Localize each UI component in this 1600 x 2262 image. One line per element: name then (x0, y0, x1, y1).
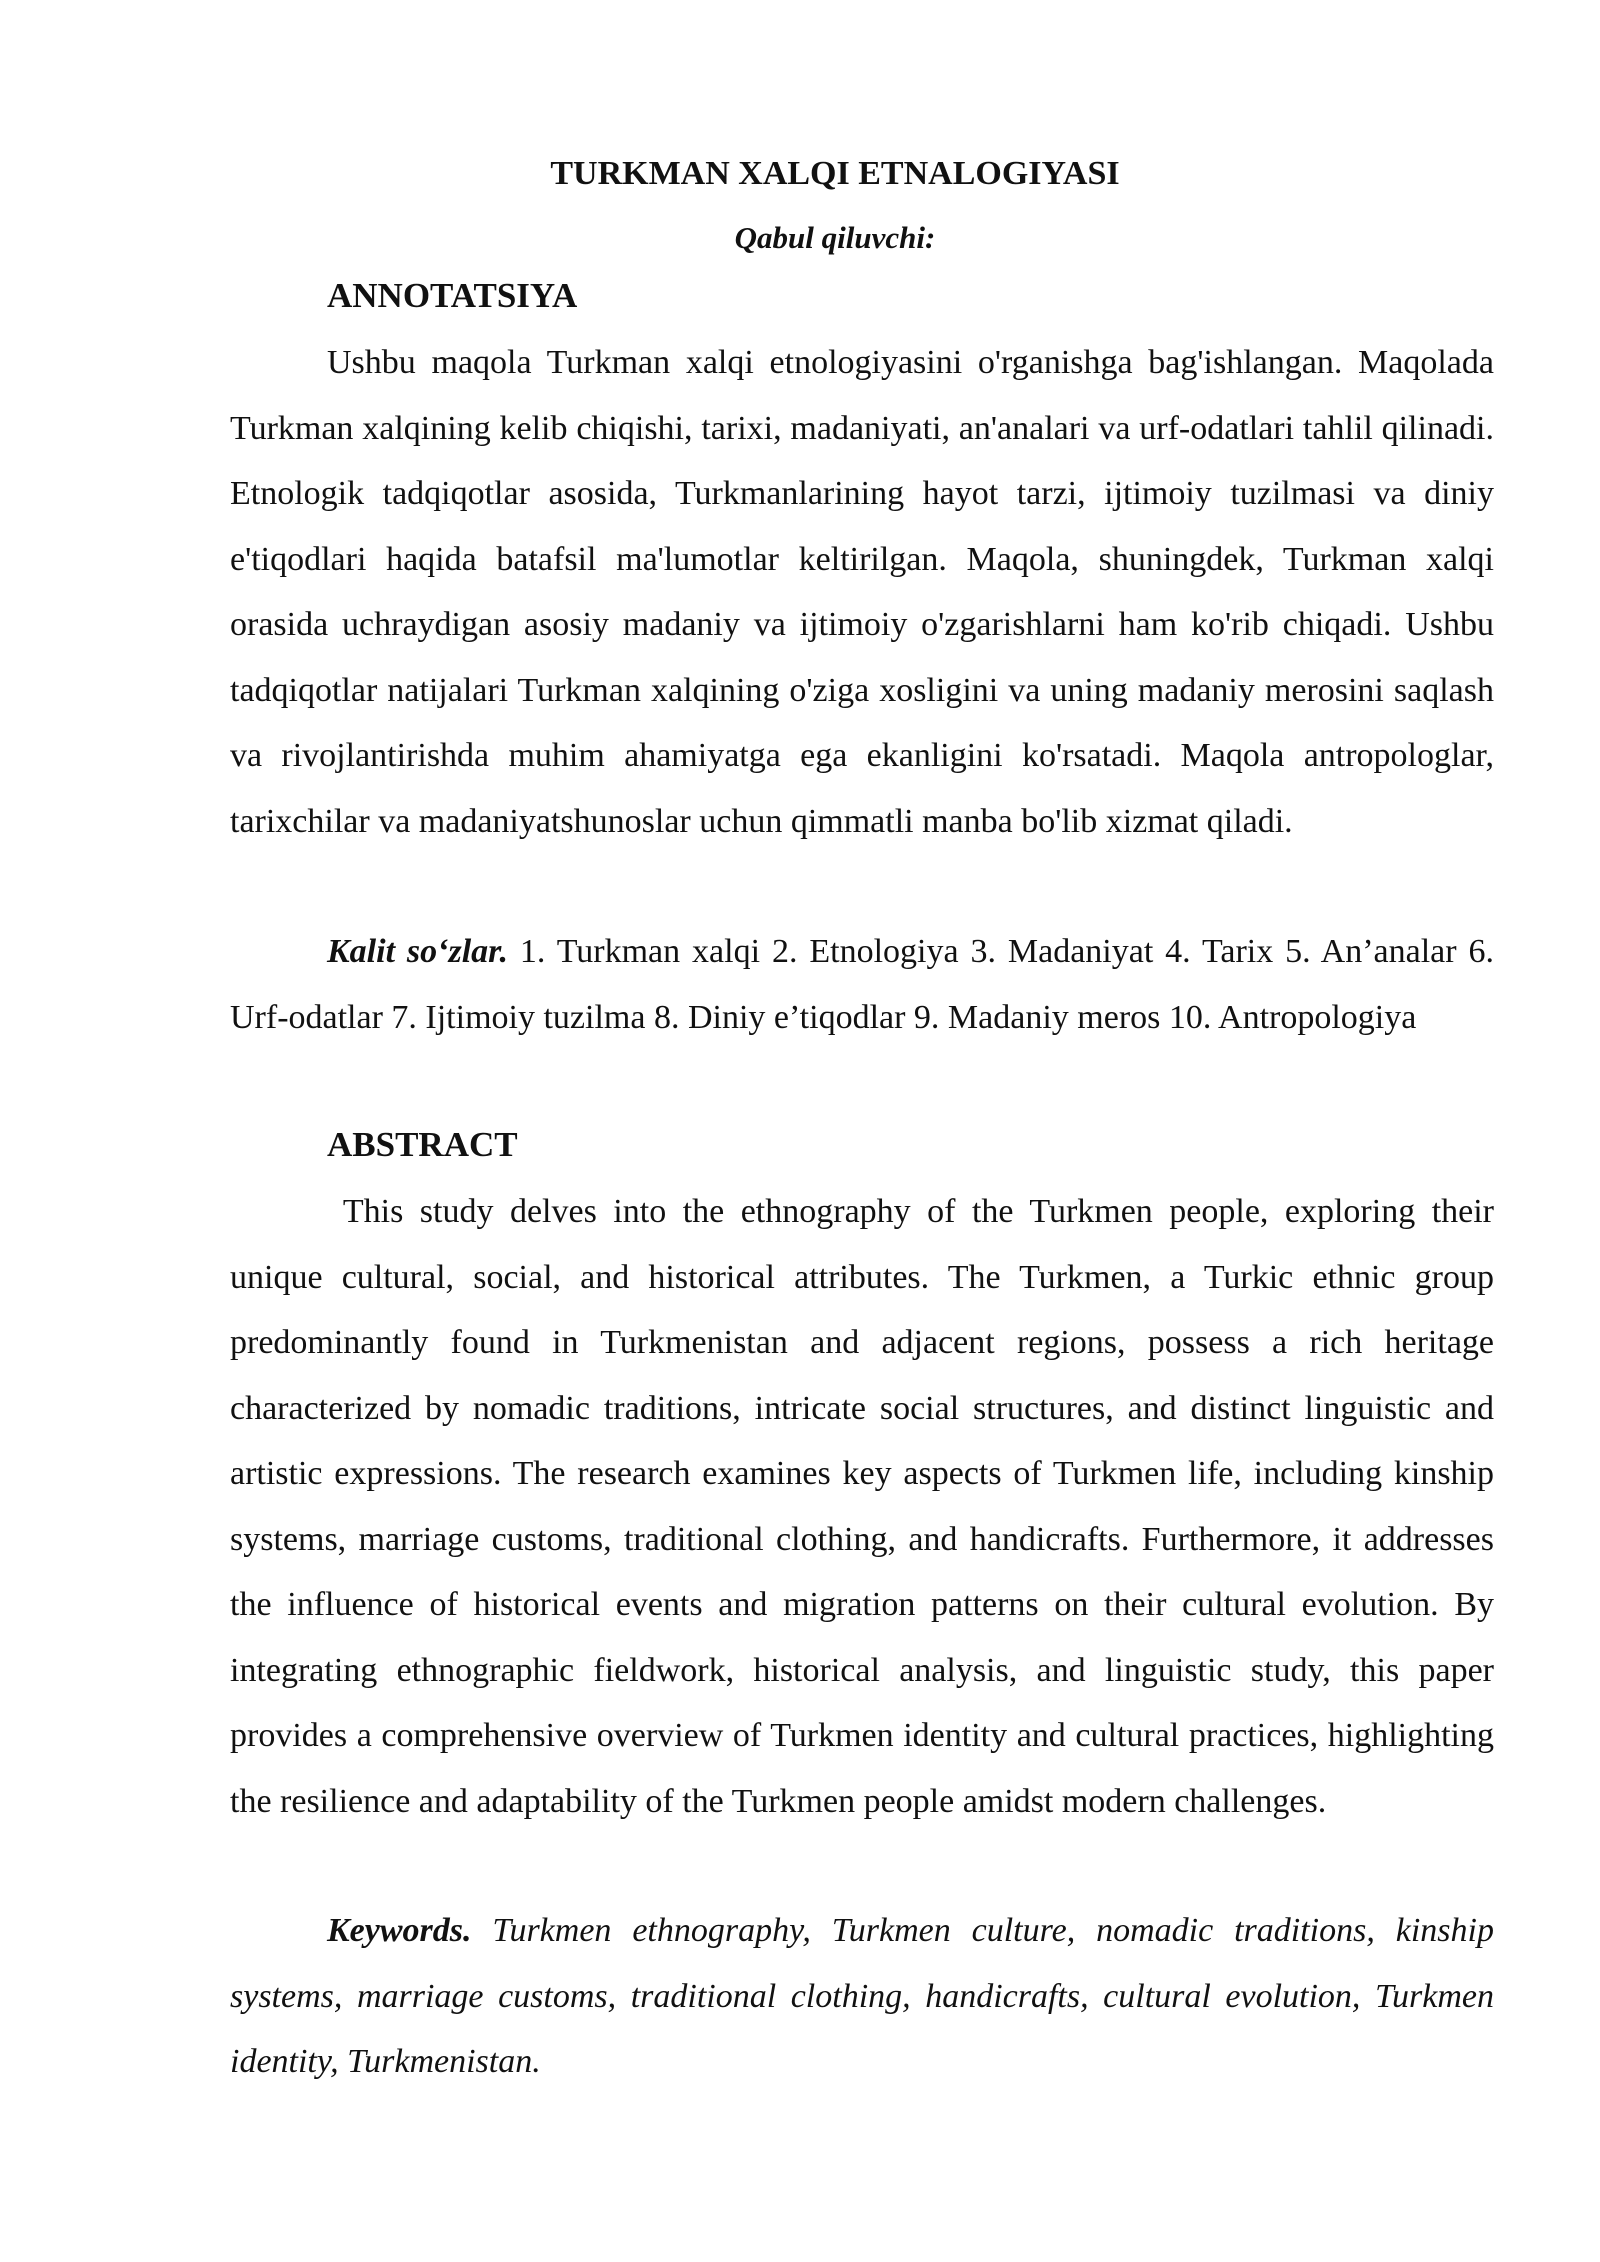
abstract-text: This study delves into the ethnography of the Turkmen people, exploring their unique cultural, social, and historical attributes. The Turkmen, a Turkic ethnic group predominantly found in Turkmenistan and adjacent regions, possess a rich heritage characterized by nomadic traditions, intricate social structures, and distinct linguistic and artistic expressions. The research examines key aspects of Turkmen life, including kinship systems, marriage customs, traditional clothing, and handicrafts. Furthermore, it addresses the influence of historical events and migration patterns on their cultural evolution. By integrating ethnographic fieldwork, historical analysis, and linguistic study, this paper provides a comprehensive overview of Turkmen identity and cultural practices, highlighting the resilience and adaptability of the Turkmen people amidst modern challenges. (230, 1193, 1494, 1820)
abstract-paragraph (230, 1179, 1494, 1834)
keywords-text: Turkmen ethnography, Turkmen culture, nomadic traditions, kinship systems, marriage customs, traditional clothing, handicrafts, cultural evolution, Turkmen identity, Turkmenistan. (230, 1912, 1494, 2080)
abstract-heading: ABSTRACT (327, 1125, 518, 1164)
annotation-text: Ushbu maqola Turkman xalqi etnologiyasini o'rganishga bag'ishlangan. Maqolada Turkman xalqining kelib chiqishi, tarixi, madaniyati, an'analari va urf-odatlari tahlil qilinadi. Etnologik tadqiqotlar asosida, Turkmanlarining hayot tarzi, ijtimoiy tuzilmasi va diniy e'tiqodlari haqida batafsil ma'lumotlar keltirilgan. Maqola, shuningdek, Turkman xalqi orasida uchraydigan asosiy madaniy va ijtimoiy o'zgarishlarni ham ko'rib chiqadi. Ushbu tadqiqotlar natijalari Turkman xalqining o'ziga xosligini va uning madaniy merosini saqlash va rivojlantirishda muhim ahamiyatga ega ekanligini ko'rsatadi. Maqola antropologlar, tarixchilar va madaniyatshunoslar uchun qimmatli manba bo'lib xizmat qiladi. (230, 344, 1494, 840)
kalit-sozlar-label: Kalit so‘zlar. (327, 933, 509, 970)
annotation-paragraph (230, 330, 1494, 854)
keywords-paragraph (230, 1898, 1494, 2095)
kalit-sozlar-paragraph (230, 919, 1494, 1050)
receiver-label: Qabul qiluvchi: (734, 220, 936, 255)
paper-title: TURKMAN XALQI ETNALOGIYASI (550, 155, 1120, 192)
keywords-label: Keywords. (327, 1912, 472, 1949)
kalit-sozlar-text: 1. Turkman xalqi 2. Etnologiya 3. Madaniyat 4. Tarix 5. An’analar 6. Urf-odatlar 7. Ijtimoiy tuzilma 8. Diniy e’tiqodlar 9. Madaniy meros 10. Antropologiya (230, 933, 1494, 1036)
annotation-heading: ANNOTATSIYA (327, 276, 578, 315)
